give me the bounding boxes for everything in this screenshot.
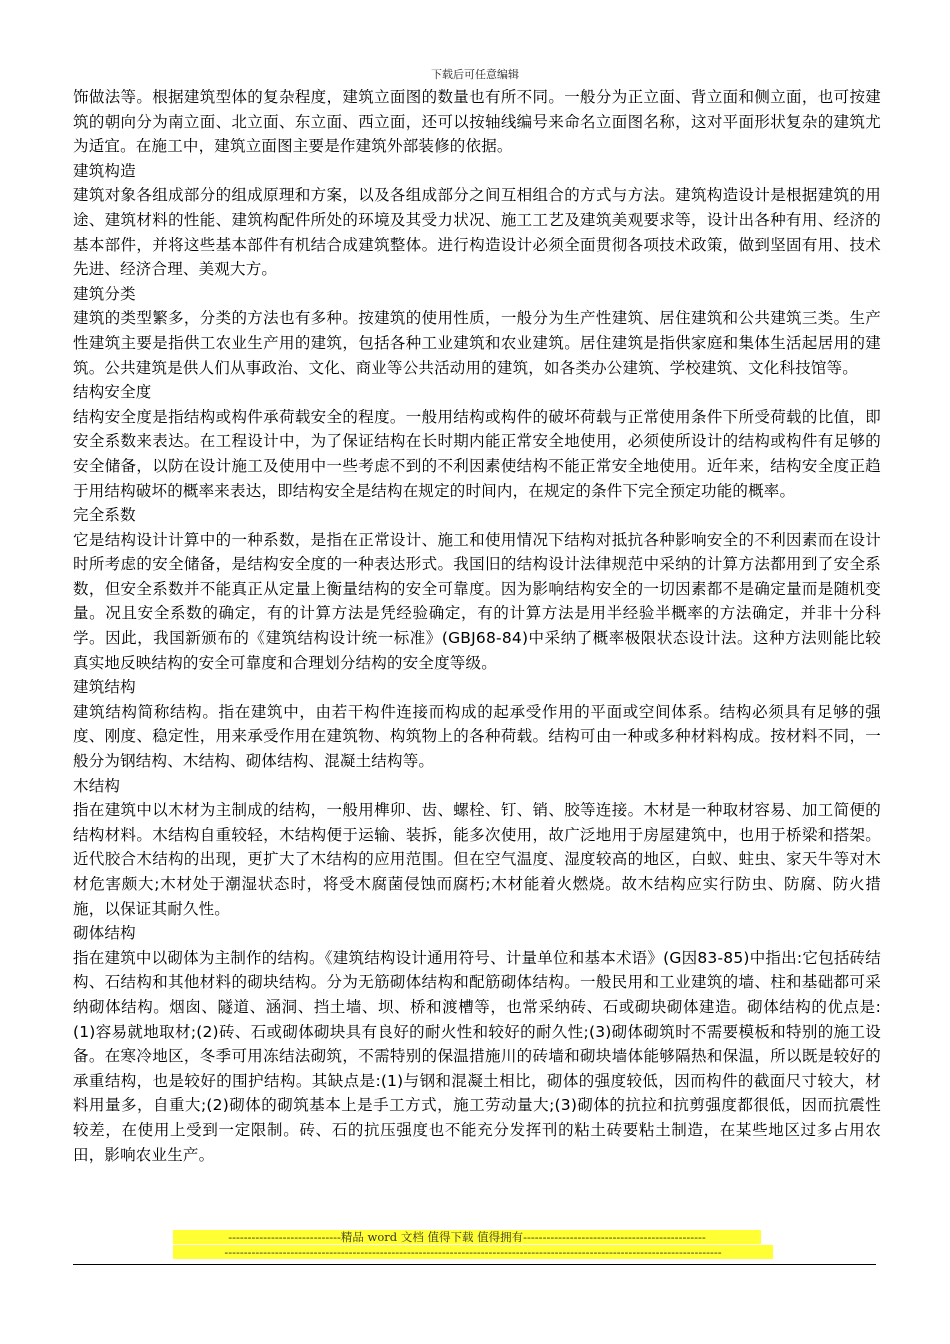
- section-heading: 建筑结构: [73, 678, 136, 697]
- section-heading: 建筑分类: [73, 284, 136, 303]
- section-heading: 木结构: [73, 776, 121, 795]
- section-body: 建筑的类型繁多，分类的方法也有多种。按建筑的使用性质，一般分为生产性建筑、居住建筑和公共建筑三类。生产性建筑主要是指供工农业生产用的建筑，包括各种工业建筑和农业建筑。居住建筑是指供家庭和集体生活起居用的建筑。公共建筑是供人们从事政治、文化、商业等公共活动用的建筑，如各类办公建筑、学校建筑、文化科技馆等。: [73, 309, 881, 377]
- footer-banner-dashes: --------------------------------------------------------------------------------------------------------------------------------: [173, 1245, 773, 1259]
- section-body: 结构安全度是指结构或构件承荷载安全的程度。一般用结构或构件的破坏荷载与正常使用条件下所受荷载的比值，即安全系数来表达。在工程设计中，为了保证结构在长时期内能正常安全地使用，必须使所设计的结构或构件有足够的安全储备，以防在设计施工及使用中一些考虑不到的不利因素使结构不能正常安全地使用。近年来，结构安全度正趋于用结构破坏的概率来表达，即结构安全是结构在规定的时间内，在规定的条件下完全预定功能的概率。: [73, 407, 881, 500]
- section-body: 指在建筑中以木材为主制成的结构，一般用榫卯、齿、螺栓、钉、销、胶等连接。木材是一种取材容易、加工简便的结构材料。木结构自重较轻，木结构便于运输、装拆，能多次使用，故广泛地用于房屋建筑中，也用于桥梁和搭架。近代胶合木结构的出现，更扩大了木结构的应用范围。但在空气温度、湿度较高的地区，白蚁、蛀虫、家天牛等对木材危害颇大;木材处于潮湿状态时，将受木腐菌侵蚀而腐朽;木材能着火燃烧。故木结构应实行防虫、防腐、防火措施，以保证其耐久性。: [73, 801, 881, 918]
- header-note: 下载后可任意编辑: [431, 68, 519, 81]
- section-heading: 结构安全度: [73, 383, 152, 402]
- footer-banner-line: -----------------------------精品 word 文档 值得下载 值得拥有-----------------------------------------------: [173, 1230, 761, 1244]
- footer-rule: [73, 1264, 876, 1265]
- section-body: 建筑对象各组成部分的组成原理和方案，以及各组成部分之间互相组合的方式与方法。建筑构造设计是根据建筑的用途、建筑材料的性能、建筑构配件所处的环境及其受力状况、施工工艺及建筑美观要求等，设计出各种有用、经济的基本部件，并将这些基本部件有机结合成建筑整体。进行构造设计必须全面贯彻各项技术政策，做到坚固有用、技术先进、经济合理、美观大方。: [73, 186, 881, 279]
- section-heading: 完全系数: [73, 506, 136, 525]
- section-heading: 建筑构造: [73, 161, 136, 180]
- intro-paragraph: 饰做法等。根据建筑型体的复杂程度，建筑立面图的数量也有所不同。一般分为正立面、背立面和侧立面，也可按建筑的朝向分为南立面、北立面、东立面、西立面，还可以按轴线编号来命名立面图名称，这对平面形状复杂的建筑尤为适宜。在施工中，建筑立面图主要是作建筑外部装修的依据。: [73, 88, 881, 156]
- section-body: 建筑结构简称结构。指在建筑中，由若干构件连接而构成的起承受作用的平面或空间体系。结构必须具有足够的强度、刚度、稳定性，用来承受作用在建筑物、构筑物上的各种荷载。结构可由一种或多种材料构成。按材料不同，一般分为钢结构、木结构、砌体结构、混凝土结构等。: [73, 702, 881, 771]
- section-body: 指在建筑中以砌体为主制作的结构。《建筑结构设计通用符号、计量单位和基本术语》(G因83-85)中指出:它包括砖结构、石结构和其他材料的砌块结构。分为无筋砌体结构和配筋砌体结构。一般民用和工业建筑的墙、柱和基础都可采纳砌体结构。烟囱、隧道、涵洞、挡土墙、坝、桥和渡槽等，也常采纳砖、石或砌块砌体建造。砌体结构的优点是:(1)容易就地取材;(2)砖、石或砌体砌块具有良好的耐火性和较好的耐久性;(3)砌体砌筑时不需要模板和特别的施工设备。在寒冷地区，冬季可用冻结法砌筑，不需特别的保温措施川的砖墙和砌块墙体能够隔热和保温，所以既是较好的承重结构，也是较好的围护结构。其缺点是:(1)与钢和混凝土相比，砌体的强度较低，因而构件的截面尺寸较大，材料用量多，自重大;(2)砌体的砌筑基本上是手工方式，施工劳动量大;(3)砌体的抗拉和抗剪强度都很低，因而抗震性较差，在使用上受到一定限制。砖、石的抗压强度也不能充分发挥刊的粘土砖要粘土制造，在某些地区过多占用农田，影响农业生产。: [73, 948, 881, 1164]
- section-heading: 砌体结构: [73, 924, 136, 943]
- document-body: [73, 85, 881, 1167]
- section-body: 它是结构设计计算中的一种系数，是指在正常设计、施工和使用情况下结构对抵抗各种影响安全的不利因素而在设计时所考虑的安全储备，是结构安全度的一种表达形式。我国旧的结构设计法律规范中采纳的计算方法都用到了安全系数，但安全系数并不能真正从定量上衡量结构的安全可靠度。因为影响结构安全的一切因素都不是确定量而是随机变量。况且安全系数的确定，有的计算方法是凭经验确定，有的计算方法是用半经验半概率的方法确定，并非十分科学。因此，我国新颁布的《建筑结构设计统一标准》(GBJ68-84)中采纳了概率极限状态设计法。这种方法则能比较真实地反映结构的安全可靠度和合理划分结构的安全度等级。: [73, 530, 881, 672]
